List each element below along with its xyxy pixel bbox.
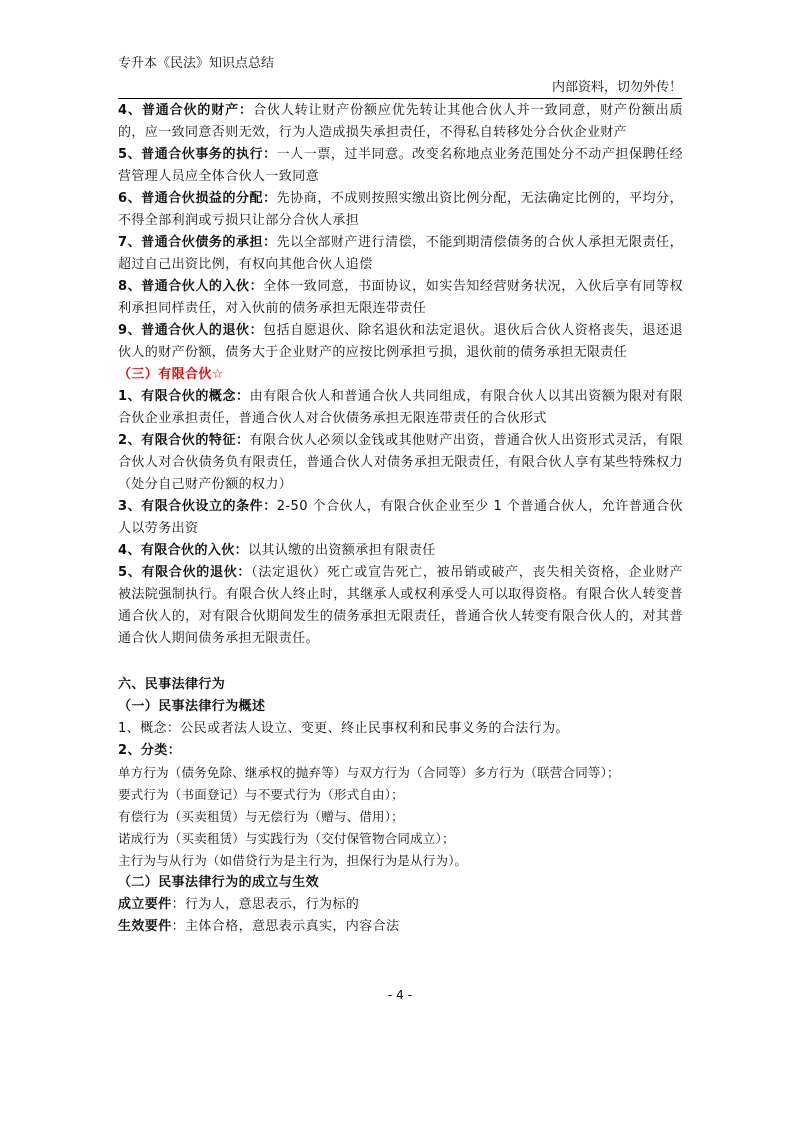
item-text: 合伙人转让财产份额应优先转让其他合伙人并一致同意，财产份额出质的，应一致同意否则无效，行为人造成损失承担责任，不得私自转移处分合伙企业财产 (118, 103, 683, 140)
list-item (118, 232, 683, 276)
list-item (118, 144, 683, 188)
list-item (118, 562, 683, 650)
item-heading: 5、有限合伙的退伙： (118, 565, 252, 580)
section-heading: 六、民事法律行为 (118, 677, 226, 692)
item-text: 一人一票，过半同意。改变名称地点业务范围处分不动产担保聘任经营管理人员应全体合伙人一致同意 (118, 147, 683, 184)
item-text: 由有限合伙人和普通合伙人共同组成，有限合伙人以其出资额为限对有限合伙企业承担责任，普通合伙人对合伙债务承担无限连带责任的合伙形式 (118, 389, 683, 426)
list-item (118, 430, 683, 496)
classify-line: 诺成行为（买卖租赁）与实践行为（交付保管物合同成立）； (118, 831, 455, 846)
classify-line: 要式行为（书面登记）与不要式行为（形式自由）； (118, 787, 404, 802)
list-item (118, 540, 683, 562)
concept-paragraph: 1、概念：公民或者法人设立、变更、终止民事权利和民事义务的合法行为。 (118, 721, 569, 736)
item-text: 先协商，不成则按照实缴出资比例分配，无法确定比例的，平均分，不得全部利润或亏损只让部分合伙人承担 (118, 191, 683, 228)
item-heading: 2、有限合伙的特征： (118, 433, 250, 448)
item-text: （法定退伙）死亡或宣告死亡，被吊销或破产，丧失相关资格，企业财产被法院强制执行。有限合伙人终止时，其继承人或权利承受人可以取得资格。有限合伙人转变普通合伙人的，对有限合伙期间发生的债务承担无限责任，普通合伙人转变有限合伙人的，对其普通合伙人期间债务承担无限责任。 (118, 565, 683, 646)
item-heading: 4、普通合伙的财产： (118, 103, 253, 118)
subsection-heading-1: （一）民事法律行为概述 (118, 699, 266, 714)
establish-paragraph: 成立要件：行为人，意思表示，行为标的 (118, 897, 360, 912)
limited-partnership-list (118, 386, 683, 650)
partnership-list (118, 100, 683, 364)
subsection-heading-2: （二）民事法律行为的成立与生效 (118, 875, 320, 890)
list-item (118, 276, 683, 320)
classify-list (118, 762, 683, 872)
classify-line: 主行为与从行为（如借贷行为是主行为，担保行为是从行为）。 (118, 853, 468, 868)
list-item (118, 496, 683, 540)
item-heading: 3、有限合伙设立的条件： (118, 499, 277, 514)
header-notice: 内部资料，切勿外传！ (551, 80, 682, 95)
header-title: 专升本《民法》知识点总结 (118, 56, 275, 71)
limited-partnership-heading: （三）有限合伙☆ (118, 367, 224, 382)
classify-title: 2、分类： (118, 743, 182, 758)
item-text: 全体一致同意，书面协议，如实告知经营财务状况，入伙后享有同等权利承担同样责任，对入伙前的债务承担无限连带责任 (118, 279, 684, 316)
item-text: 有限合伙人必须以金钱或其他财产出资，普通合伙人出资形式灵活，有限合伙人对合伙债务负有限责任，普通合伙人对债务承担无限责任，有限合伙人享有某些特殊权力（处分自己财产份额的权力） (118, 433, 683, 492)
list-item (118, 100, 683, 144)
item-heading: 9、普通合伙人的退伙： (118, 323, 264, 338)
item-heading: 8、普通合伙人的入伙： (118, 279, 264, 294)
section-gap (118, 650, 683, 674)
header-rule (118, 98, 682, 99)
item-heading: 1、有限合伙的概念： (118, 389, 250, 404)
item-text: 以其认缴的出资额承担有限责任 (248, 543, 436, 558)
item-text: 先以全部财产进行清偿，不能到期清偿债务的合伙人承担无限责任，超过自己出资比例，有权向其他合伙人追偿 (118, 235, 683, 272)
list-item (118, 188, 683, 232)
classify-line: 单方行为（债务免除、继承权的抛弃等）与双方行为（合同等）多方行为（联营合同等）； (118, 765, 620, 780)
effective-paragraph: 生效要件：主体合格，意思表示真实，内容合法 (118, 919, 400, 934)
item-heading: 6、普通合伙损益的分配： (118, 191, 277, 206)
list-item (118, 386, 683, 430)
item-heading: 4、有限合伙的入伙： (118, 543, 249, 558)
item-heading: 5、普通合伙事务的执行： (118, 147, 277, 162)
page-number: - 4 - (388, 988, 412, 1002)
document-body (118, 100, 683, 938)
item-text: 包括自愿退伙、除名退伙和法定退伙。退伙后合伙人资格丧失，退还退伙人的财产份额，债务大于企业财产的应按比例承担亏损，退伙前的债务承担无限责任 (118, 323, 684, 360)
item-text: 2-50 个合伙人，有限合伙企业至少 1 个普通合伙人，允许普通合伙人以劳务出资 (118, 499, 683, 536)
list-item (118, 320, 683, 364)
classify-line: 有偿行为（买卖租赁）与无偿行为（赠与、借用）； (118, 809, 404, 824)
item-heading: 7、普通合伙债务的承担： (118, 235, 277, 250)
